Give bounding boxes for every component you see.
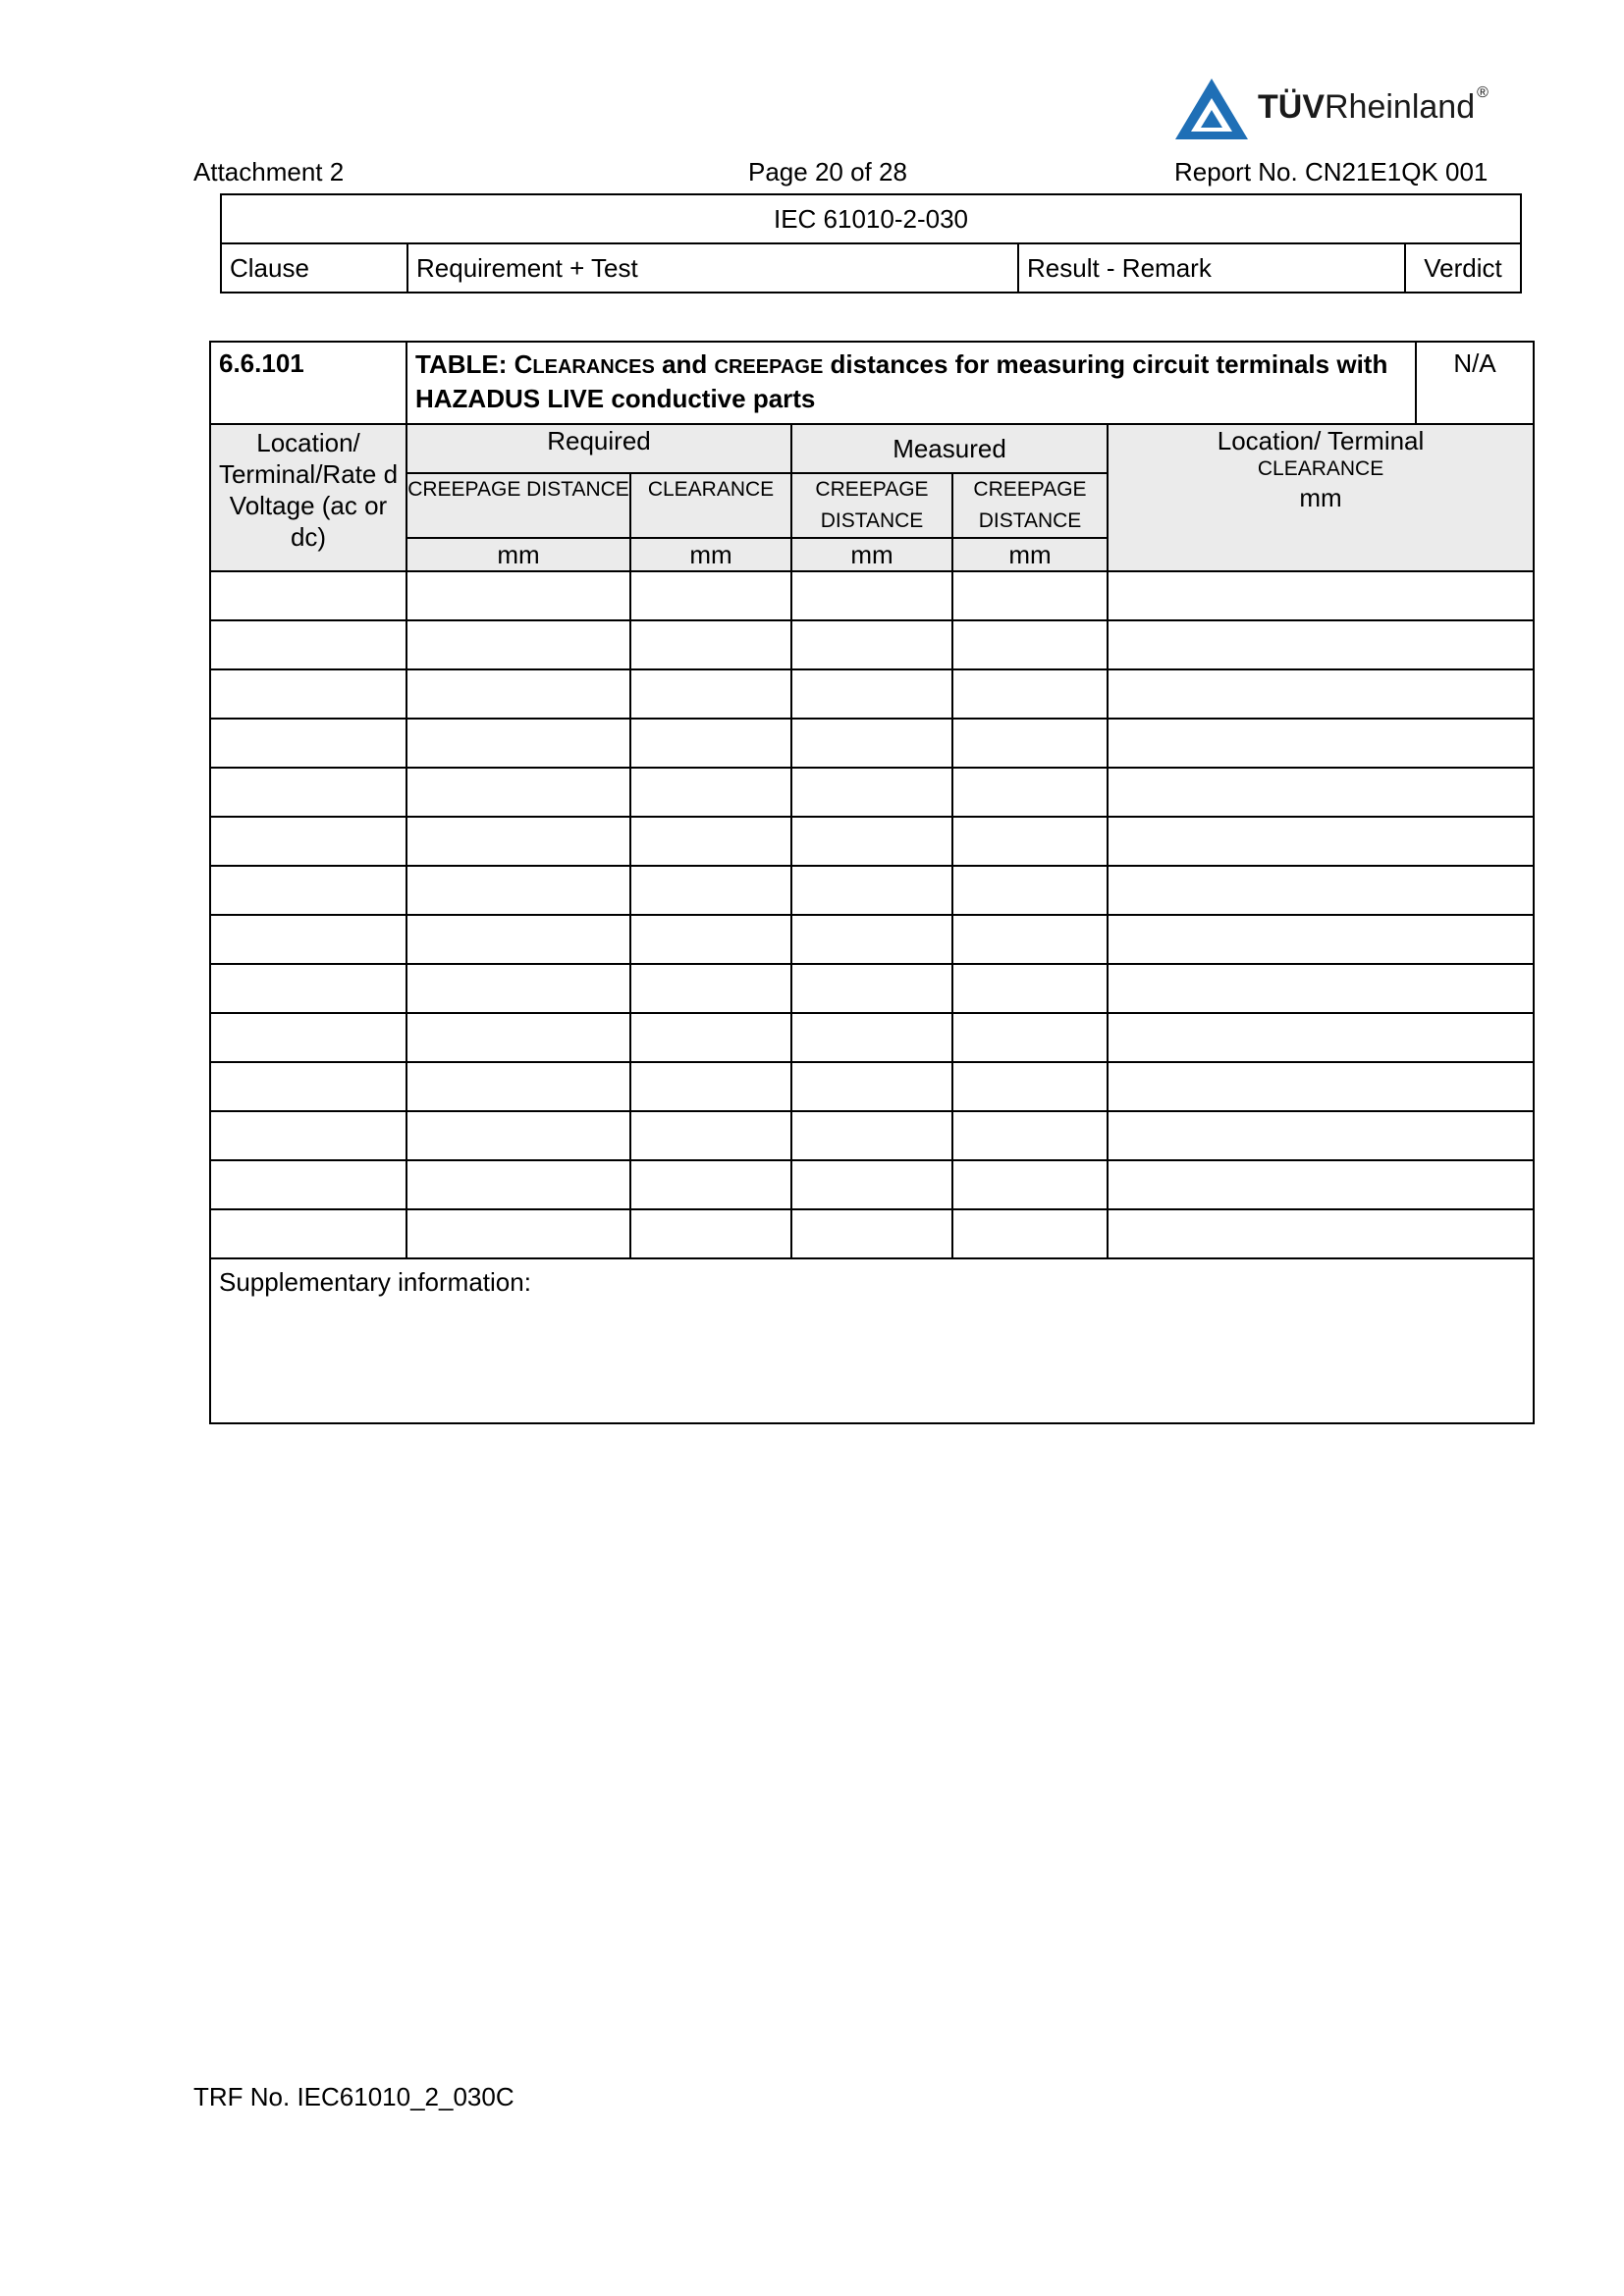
table-cell [406, 915, 630, 964]
table-cell [210, 571, 406, 620]
table-cell [406, 964, 630, 1013]
table-cell [630, 1062, 791, 1111]
header-location: Location/ Terminal/Rate d Voltage (ac or dc) [210, 424, 406, 571]
tuv-triangle-icon [1173, 77, 1250, 141]
attachment-label: Attachment 2 [193, 157, 345, 187]
table-cell [406, 1062, 630, 1111]
table-cell [406, 669, 630, 719]
table-cell [952, 1013, 1108, 1062]
table-cell [791, 669, 952, 719]
table-cell [952, 964, 1108, 1013]
table-cell [791, 719, 952, 768]
page-number: Page 20 of 28 [748, 157, 907, 187]
table-cell [210, 1013, 406, 1062]
table-cell [952, 1062, 1108, 1111]
supplementary-information: Supplementary information: [210, 1258, 1534, 1423]
header-required: Required [406, 424, 791, 473]
standard-title: IEC 61010-2-030 [221, 194, 1521, 243]
table-cell [406, 1160, 630, 1209]
table-cell [630, 620, 791, 669]
table-row [210, 1013, 1534, 1062]
table-cell [1108, 620, 1534, 669]
table-cell [1108, 571, 1534, 620]
table-row [210, 571, 1534, 620]
table-cell [952, 1209, 1108, 1258]
table-cell [630, 915, 791, 964]
table-cell [210, 1062, 406, 1111]
table-row [210, 866, 1534, 915]
table-cell [210, 817, 406, 866]
table-cell [1108, 1111, 1534, 1160]
table-cell [952, 620, 1108, 669]
table-cell [630, 719, 791, 768]
table-cell [406, 1111, 630, 1160]
table-cell [210, 1160, 406, 1209]
table-cell [952, 571, 1108, 620]
table-cell [630, 768, 791, 817]
table-cell [952, 817, 1108, 866]
table-cell [210, 1111, 406, 1160]
table-cell [210, 669, 406, 719]
table-cell [1108, 669, 1534, 719]
table-cell [791, 1160, 952, 1209]
sub-measured-creepage-2: CREEPAGE DISTANCE [952, 473, 1108, 538]
table-verdict: N/A [1416, 342, 1534, 424]
table-cell [1108, 817, 1534, 866]
table-cell [791, 1013, 952, 1062]
unit-cell: mm [630, 538, 791, 571]
clearance-creepage-table [209, 341, 1535, 1424]
table-row [210, 1160, 1534, 1209]
table-cell [630, 817, 791, 866]
table-cell [952, 915, 1108, 964]
table-row [210, 620, 1534, 669]
table-cell [630, 866, 791, 915]
table-cell [1108, 866, 1534, 915]
table-cell [210, 915, 406, 964]
table-row [210, 817, 1534, 866]
table-cell [406, 817, 630, 866]
sub-measured-creepage-1: CREEPAGE DISTANCE [791, 473, 952, 538]
table-cell [1108, 719, 1534, 768]
logo-text: TÜVRheinland ® [1258, 84, 1489, 126]
table-cell [1108, 1209, 1534, 1258]
header-clearance-label: CLEARANCE [1257, 457, 1384, 480]
table-cell [210, 1209, 406, 1258]
table-cell [630, 1111, 791, 1160]
table-cell [406, 1013, 630, 1062]
header-location-terminal [1108, 424, 1534, 571]
table-cell [1108, 915, 1534, 964]
table-cell [1108, 964, 1534, 1013]
table-cell [791, 1062, 952, 1111]
table-cell [406, 571, 630, 620]
table-title: TABLE: CLEARANCES and CREEPAGE distances for measuring circuit terminals with HAZADUS LIVE conductive parts [406, 342, 1416, 424]
table-cell [210, 620, 406, 669]
table-cell [952, 669, 1108, 719]
table-cell [1108, 1160, 1534, 1209]
table-cell [210, 866, 406, 915]
table-cell [1108, 1013, 1534, 1062]
col-result: Result - Remark [1018, 243, 1405, 293]
table-cell [406, 620, 630, 669]
table-cell [952, 1160, 1108, 1209]
standard-header-table [220, 193, 1522, 294]
table-row [210, 915, 1534, 964]
sub-required-clearance: CLEARANCE [630, 473, 791, 538]
table-cell [1108, 1062, 1534, 1111]
table-cell [791, 915, 952, 964]
table-row [210, 719, 1534, 768]
table-cell [791, 768, 952, 817]
table-cell [791, 866, 952, 915]
table-row [210, 964, 1534, 1013]
col-verdict: Verdict [1405, 243, 1521, 293]
table-cell [210, 719, 406, 768]
table-row [210, 1209, 1534, 1258]
report-number: Report No. CN21E1QK 001 [1174, 157, 1489, 187]
header-measured: Measured [791, 424, 1108, 473]
table-cell [630, 669, 791, 719]
table-cell [630, 1209, 791, 1258]
table-cell [791, 1111, 952, 1160]
table-cell [630, 1160, 791, 1209]
table-cell [791, 571, 952, 620]
unit-cell: mm [406, 538, 630, 571]
table-cell [952, 866, 1108, 915]
table-row [210, 1111, 1534, 1160]
header-clearance-unit: mm [1299, 483, 1342, 512]
col-clause: Clause [221, 243, 407, 293]
table-body [210, 571, 1534, 1258]
table-row [210, 1062, 1534, 1111]
unit-cell: mm [952, 538, 1108, 571]
trf-number: TRF No. IEC61010_2_030C [193, 2082, 514, 2111]
table-cell [210, 964, 406, 1013]
sub-required-creepage: CREEPAGE DISTANCE [406, 473, 630, 538]
table-cell [1108, 768, 1534, 817]
table-cell [791, 620, 952, 669]
table-cell [406, 768, 630, 817]
table-cell [406, 866, 630, 915]
table-cell [952, 1111, 1108, 1160]
table-cell [952, 768, 1108, 817]
table-cell [791, 817, 952, 866]
col-requirement: Requirement + Test [407, 243, 1018, 293]
table-clause: 6.6.101 [210, 342, 406, 424]
table-cell [210, 768, 406, 817]
table-cell [406, 1209, 630, 1258]
unit-cell: mm [791, 538, 952, 571]
table-cell [630, 964, 791, 1013]
table-cell [791, 964, 952, 1013]
table-cell [791, 1209, 952, 1258]
table-cell [952, 719, 1108, 768]
table-row [210, 768, 1534, 817]
table-cell [406, 719, 630, 768]
header-location-terminal-label: Location/ Terminal [1217, 426, 1425, 455]
tuv-logo [1173, 77, 1527, 147]
table-cell [630, 571, 791, 620]
table-row [210, 669, 1534, 719]
table-cell [630, 1013, 791, 1062]
